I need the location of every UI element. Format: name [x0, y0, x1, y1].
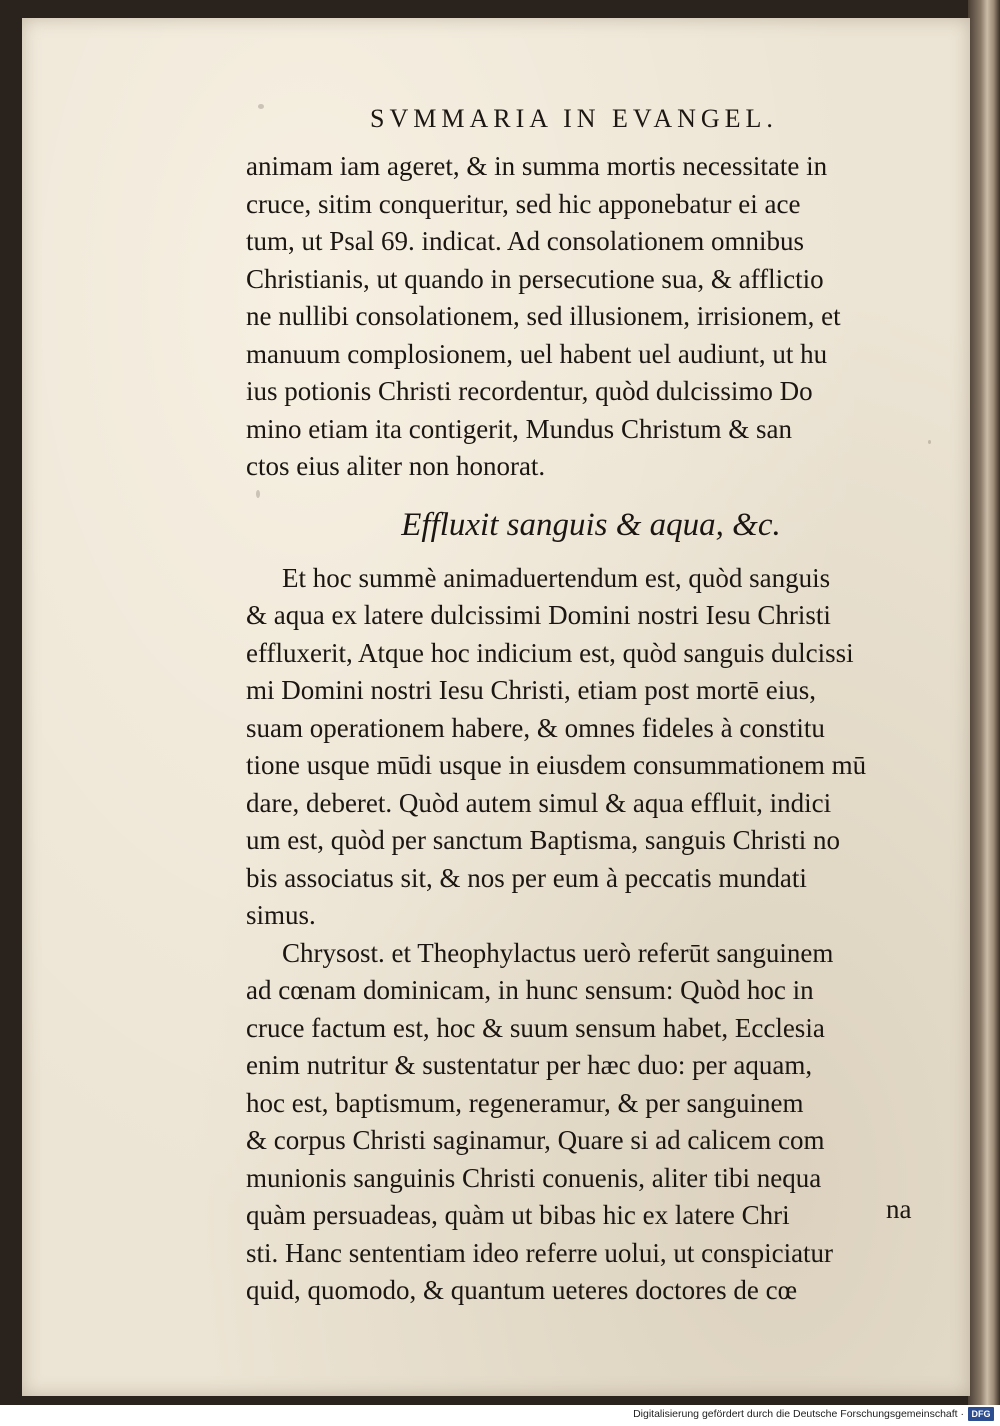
page-body [246, 148, 936, 1310]
text-line: Chrysost. et Theophylactus uerò referūt sanguinem [282, 937, 834, 968]
page-edge-shadow [968, 0, 1000, 1405]
paragraph-2 [246, 560, 936, 935]
text-line: tum, ut Psal 69. indicat. Ad consolationem omnibus [246, 226, 804, 256]
text-line: suam operationem habere, & omnes fideles à constitu [246, 712, 825, 743]
dfg-logo-icon: DFG [968, 1407, 994, 1421]
text-line: ne nullibi consolationem, sed illusionem, irrisionem, et [246, 301, 841, 331]
text-line: bis associatus sit, & nos per eum à peccatis mundati [246, 862, 807, 893]
catchword: na [886, 1194, 912, 1224]
text-line: effluxerit, Atque hoc indicium est, quòd sanguis dulcissi [246, 637, 854, 668]
section-heading: Effluxit sanguis & aqua, &c. [401, 506, 781, 543]
running-head: SVMMARIA IN EVANGEL. [370, 104, 778, 133]
text-line: animam iam ageret, & in summa mortis necessitate in [246, 151, 828, 181]
ink-smudge [258, 104, 264, 109]
text-line: ctos eius aliter non honorat. [246, 451, 546, 481]
text-line: ad cœnam dominicam, in hunc sensum: Quòd hoc in [246, 975, 814, 1005]
text-line: ius potionis Christi recordentur, quòd dulcissimo Do [246, 376, 813, 406]
text-line: um est, quòd per sanctum Baptisma, sanguis Christi no [246, 825, 840, 855]
text-line: quid, quomodo, & quantum ueteres doctores de cœ [246, 1275, 798, 1305]
text-line: mi Domini nostri Iesu Christi, etiam post mortē eius, [246, 675, 816, 705]
text-line: & corpus Christi saginamur, Quare si ad calicem com [246, 1125, 825, 1155]
text-line: mino etiam ita contigerit, Mundus Christum & san [246, 413, 792, 444]
text-line: manuum complosionem, uel habent uel audiunt, ut hu [246, 338, 828, 369]
text-line: sti. Hanc sententiam ideo referre uolui, ut conspiciatur [246, 1237, 834, 1268]
text-line: cruce factum est, hoc & suum sensum habet, Ecclesia [246, 1012, 825, 1043]
text-line: Christianis, ut quando in persecutione sua, & afflictio [246, 263, 824, 294]
text-line: & aqua ex latere dulcissimi Domini nostri Iesu Christi [246, 600, 831, 630]
text-line: cruce, sitim conqueritur, sed hic apponebatur ei ace [246, 188, 801, 219]
text-line: dare, deberet. Quòd autem simul & aqua effluit, indici [246, 787, 832, 818]
text-line: quàm persuadeas, quàm ut bibas hic ex latere Chri [246, 1200, 790, 1230]
text-line: munionis sanguinis Christi conuenis, aliter tibi nequa [246, 1162, 822, 1193]
paragraph-1 [246, 148, 936, 486]
text-line: simus. [246, 900, 316, 930]
text-line: enim nutritur & sustentatur per hæc duo: per aquam, [246, 1050, 813, 1080]
text-line: Et hoc summè animaduertendum est, quòd sanguis [282, 562, 831, 593]
paragraph-3 [246, 935, 936, 1310]
funding-credit: Digitalisierung gefördert durch die Deutsche Forschungsgemeinschaft · [633, 1408, 964, 1420]
text-line: hoc est, baptismum, regeneramur, & per sanguinem [246, 1087, 804, 1118]
text-line: tione usque mūdi usque in eiusdem consummationem mū [246, 750, 867, 780]
